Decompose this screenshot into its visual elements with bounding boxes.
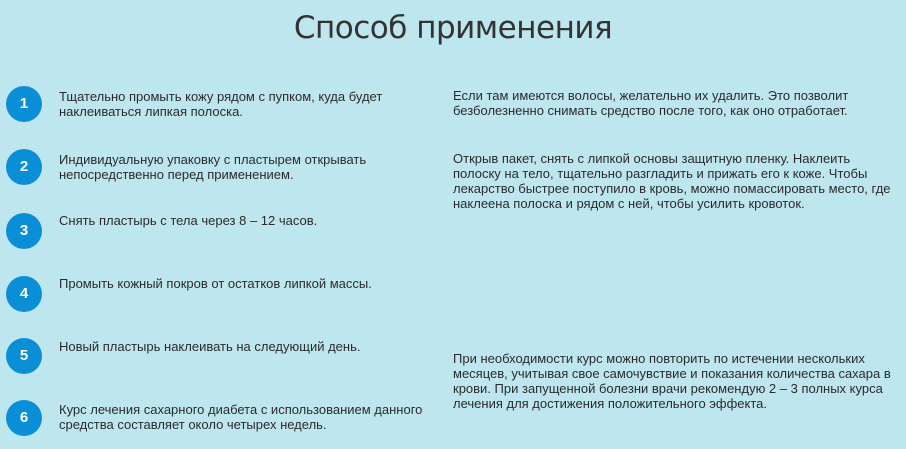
step-3 bbox=[6, 213, 446, 253]
step-number-badge: 4 bbox=[6, 276, 42, 312]
step-number-badge: 5 bbox=[6, 338, 42, 374]
step-4 bbox=[6, 276, 446, 316]
step-text: Снять пластырь с тела через 8 – 12 часов. bbox=[59, 213, 318, 228]
step-6 bbox=[6, 400, 446, 440]
step-number-badge: 2 bbox=[6, 149, 42, 185]
page-title: Способ применения bbox=[293, 10, 613, 46]
step-number-badge: 3 bbox=[6, 213, 42, 249]
step-1 bbox=[6, 86, 446, 126]
step-number-badge: 1 bbox=[6, 86, 42, 122]
step-number-badge: 6 bbox=[6, 400, 42, 436]
step-5 bbox=[6, 338, 446, 378]
note-repeat-course: При необходимости курс можно повторить по истечении нескольких месяцев, учитывая свое самочувствие и показания количества сахара в крови. При запущенной болезни врачи рекомендую 2 – 3 полных курса лечения для достижения положительного эффекта. bbox=[453, 351, 891, 411]
note-hair-removal: Если там имеются волосы, желательно их удалить. Это позволит безболезненно снимать средство после того, как оно отработает. bbox=[453, 88, 849, 118]
step-text: Индивидуальную упаковку с пластырем открывать непосредственно перед применением. bbox=[59, 152, 367, 182]
step-text: Промыть кожный покров от остатков липкой массы. bbox=[59, 276, 372, 291]
step-text: Курс лечения сахарного диабета с использованием данного средства составляет около четырех недель. bbox=[59, 402, 423, 432]
step-text: Тщательно промыть кожу рядом с пупком, куда будет наклеиваться липкая полоска. bbox=[59, 89, 383, 119]
step-text: Новый пластырь наклеивать на следующий день. bbox=[59, 339, 361, 354]
step-2 bbox=[6, 149, 446, 189]
note-apply-patch: Открыв пакет, снять с липкой основы защитную пленку. Наклеить полоску на тело, тщательно разгладить и прижать его к коже. Чтобы лекарство быстрее поступило в кровь, можно помассировать место, где наклеена полоска и рядом с ней, чтобы усилить кровоток. bbox=[453, 151, 891, 211]
